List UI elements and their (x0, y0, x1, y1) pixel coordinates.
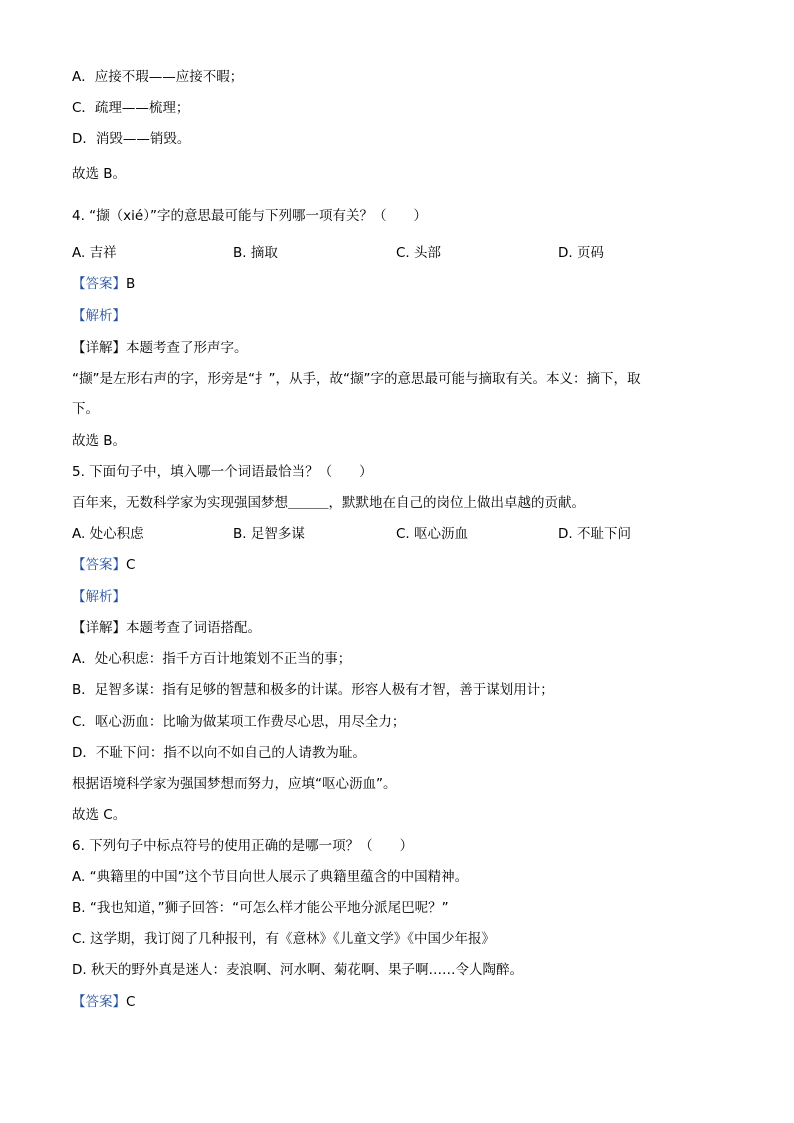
q5-explain-line: A．处心积虑：指千方百计地策划不正当的事； (72, 651, 352, 667)
answer-value: C (126, 557, 136, 573)
question-4: 4. “撷（xié）”字的意思最可能与下列哪一项有关？（ ） (72, 208, 427, 224)
explanation-line: D．消毁——销毁。 (72, 131, 191, 147)
answer-value: C (126, 994, 136, 1010)
q4-option-d: D. 页码 (558, 245, 604, 261)
q4-option-a: A. 吉祥 (72, 245, 117, 261)
answer-tag: 【答案】 (72, 557, 126, 573)
q4-answer (72, 275, 135, 293)
detail-text: 本题考查了形声字。 (126, 340, 248, 356)
q5-detail (72, 619, 261, 637)
q5-option-c: C. 呕心沥血 (396, 526, 469, 542)
detail-text: 本题考查了词语搭配。 (126, 620, 261, 636)
q4-explain-line: “撷”是左形右声的字，形旁是“扌”，从手，故“撷”字的意思最可能与摘取有关。本义：摘下，取 (72, 371, 641, 387)
q5-option-a: A. 处心积虑 (72, 526, 144, 542)
q6-option-c: C. 这学期，我订阅了几种报刊，有《意林》《儿童文学》《中国少年报》 (72, 931, 496, 947)
q4-conclusion: 故选 B。 (72, 433, 127, 449)
conclusion-line: 故选 B。 (72, 166, 127, 182)
q5-analysis-tag: 【解析】 (72, 589, 126, 605)
question-5: 5. 下面句子中，填入哪一个词语最恰当？（ ） (72, 464, 373, 480)
explanation-line: A．应接不瑕——应接不暇； (72, 69, 244, 85)
q5-explain-line: B．足智多谋：指有足够的智慧和极多的计谋。形容人极有才智，善于谋划用计； (72, 682, 554, 698)
answer-tag: 【答案】 (72, 276, 126, 292)
q6-option-d: D. 秋天的野外真是迷人：麦浪啊、河水啊、菊花啊、果子啊……令人陶醉。 (72, 962, 523, 978)
q6-option-a: A. “典籍里的中国”这个节目向世人展示了典籍里蕴含的中国精神。 (72, 869, 469, 885)
answer-value: B (126, 276, 136, 292)
q4-option-b: B. 摘取 (233, 245, 278, 261)
q4-explain-line: 下。 (72, 401, 99, 417)
q5-explain-line: D．不耻下问：指不以向不如自己的人请教为耻。 (72, 745, 366, 761)
answer-tag: 【答案】 (72, 994, 126, 1010)
question-6: 6. 下列句子中标点符号的使用正确的是哪一项？（ ） (72, 838, 414, 854)
q5-option-d: D. 不耻下问 (558, 526, 631, 542)
q4-analysis-tag: 【解析】 (72, 308, 126, 324)
q5-answer (72, 556, 135, 574)
q5-conclusion: 故选 C。 (72, 807, 127, 823)
explanation-line: C．疏理——梳理； (72, 100, 190, 116)
q5-sentence: 百年来，无数科学家为实现强国梦想＿＿＿，默默地在自己的岗位上做出卓越的贡献。 (72, 495, 585, 511)
q4-detail (72, 339, 248, 357)
detail-tag: 【详解】 (72, 620, 126, 636)
q5-explain-line: C．呕心沥血：比喻为做某项工作费尽心思，用尽全力； (72, 714, 406, 730)
q5-explain-line: 根据语境科学家为强国梦想而努力，应填“呕心沥血”。 (72, 776, 397, 792)
q6-option-b: B. “我也知道，”狮子回答：“可怎么样才能公平地分派尾巴呢？” (72, 900, 449, 916)
q4-option-c: C. 头部 (396, 245, 442, 261)
q6-answer (72, 993, 135, 1011)
detail-tag: 【详解】 (72, 340, 126, 356)
q5-option-b: B. 足智多谋 (233, 526, 305, 542)
